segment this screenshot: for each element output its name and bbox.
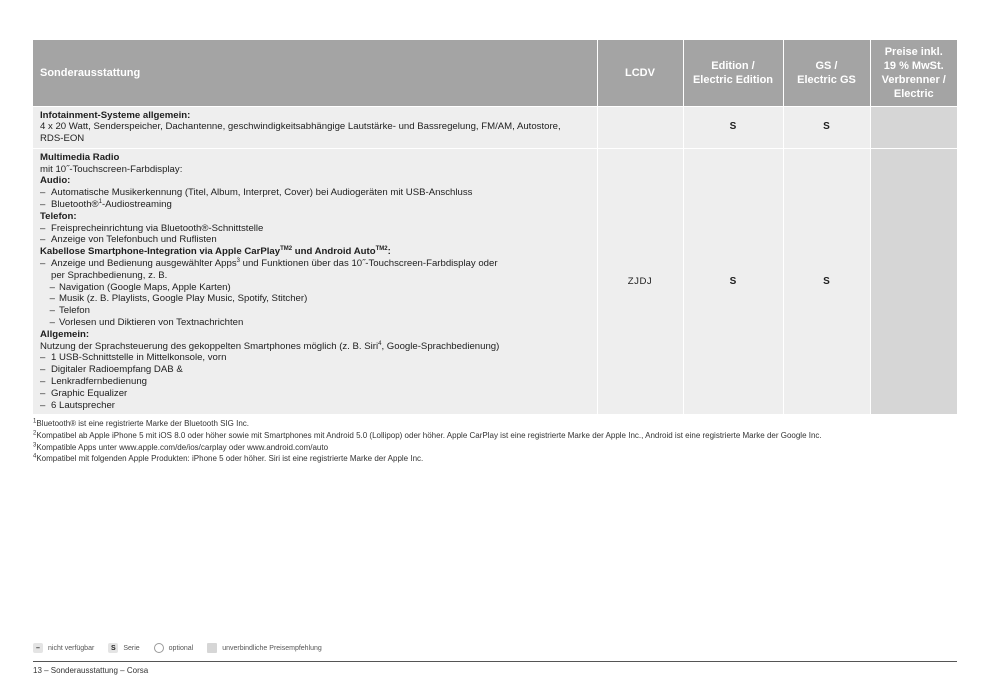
row-multimedia-edition: S [683, 148, 783, 414]
legend [33, 643, 336, 653]
price-swatch-icon [207, 643, 217, 653]
legend-not-available: – nicht verfügbar [33, 643, 94, 653]
footnote-3: $^3$Kompatible Apps unter www.apple.com/de/ios/carplay oder www.android.com/auto [33, 441, 329, 452]
equipment-table [33, 40, 957, 414]
footnote-4: $^4$Kompatibel mit folgenden Apple Produkten: iPhone 5 oder höher. Siri ist eine registrierte Marke der Apple Inc. [33, 453, 424, 464]
table-row [33, 148, 957, 414]
legend-standard: S Serie [108, 643, 139, 653]
row-infotainment-lcdv [597, 106, 683, 148]
legend-optional: optional [154, 643, 194, 653]
optional-circle-icon [154, 643, 164, 653]
header-gs: GS / Electric GS [783, 40, 870, 106]
footnote-2: $^2$Kompatibel ab Apple iPhone 5 mit iOS 8.0 oder höher sowie mit Smartphones mit Android 5.0 (Lollipop) oder höher. Apple CarPlay ist eine registrierte Marke der Apple Inc., Android ist eine registrierte Marke der Google Inc. [33, 430, 822, 440]
dash-icon: – [33, 643, 43, 653]
standard-icon: S [108, 643, 118, 653]
header-edition: Edition / Electric Edition [683, 40, 783, 106]
row-multimedia-gs: S [783, 148, 870, 414]
table-header-row [33, 40, 957, 106]
page-footer: 13 – Sonderausstattung – Corsa [33, 666, 149, 675]
footer-divider [33, 661, 957, 662]
row-multimedia-price [870, 148, 957, 414]
footnotes [33, 418, 822, 465]
table-row [33, 106, 957, 148]
row-infotainment-edition: S [683, 106, 783, 148]
legend-price: unverbindliche Preisempfehlung [207, 643, 322, 653]
row-infotainment-price [870, 106, 957, 148]
footnote-1: $^1$Bluetooth® ist eine registrierte Marke der Bluetooth SIG Inc. [33, 418, 250, 428]
header-lcdv: LCDV [597, 40, 683, 106]
row-infotainment-gs: S [783, 106, 870, 148]
row-multimedia-lcdv: ZJDJ [597, 148, 683, 414]
row-multimedia-description: Multimedia Radio mit 10˝-Touchscreen-Farbdisplay: Audio: – Automatische Musikerkennung (Titel, Album, Interpret, Cover) bei Audiogeräten mit USB-Anschluss – Bluetooth®$^1$-Audiostreaming Telefon: – Freisprecheinrichtung via Bluetooth®-Schnittstelle – Anzeige von Telefonbuch und Ruflisten Kabellose Smartphone-Integration via Apple CarPlay$^{TM2}$ und Android Auto$^{TM2}$: – Anzeige und Bedienung ausgewählter Apps$^3$ und Funktionen über das 10˝-Touchscreen-Farbdisplay oder per Sprachbedienung, z. B. – Navigation (Google Maps, Apple Karten) – Musik (z. B. Playlists, Google Play Music, Spotify, Stitcher) – Telefon – Vorlesen und Diktieren von Textnachrichten Allgemein: Nutzung der Sprachsteuerung des gekoppelten Smartphones möglich (z. B. Siri$^4$, Google-Sprachbedienung) – 1 USB-Schnittstelle in Mittelkonsole, vorn – Digitaler Radioempfang DAB & – Lenkradfernbedienung – Graphic Equalizer – 6 Lautsprecher [33, 148, 597, 414]
header-price: Preise inkl. 19 % MwSt. Verbrenner / Electric [870, 40, 957, 106]
row-infotainment-description: Infotainment-Systeme allgemein: 4 x 20 Watt, Senderspeicher, Dachantenne, geschwindigkeitsabhängige Lautstärke- und Bassregelung, FM/AM, Autostore, RDS-EON [33, 106, 597, 148]
header-feature: Sonderausstattung [33, 40, 597, 106]
